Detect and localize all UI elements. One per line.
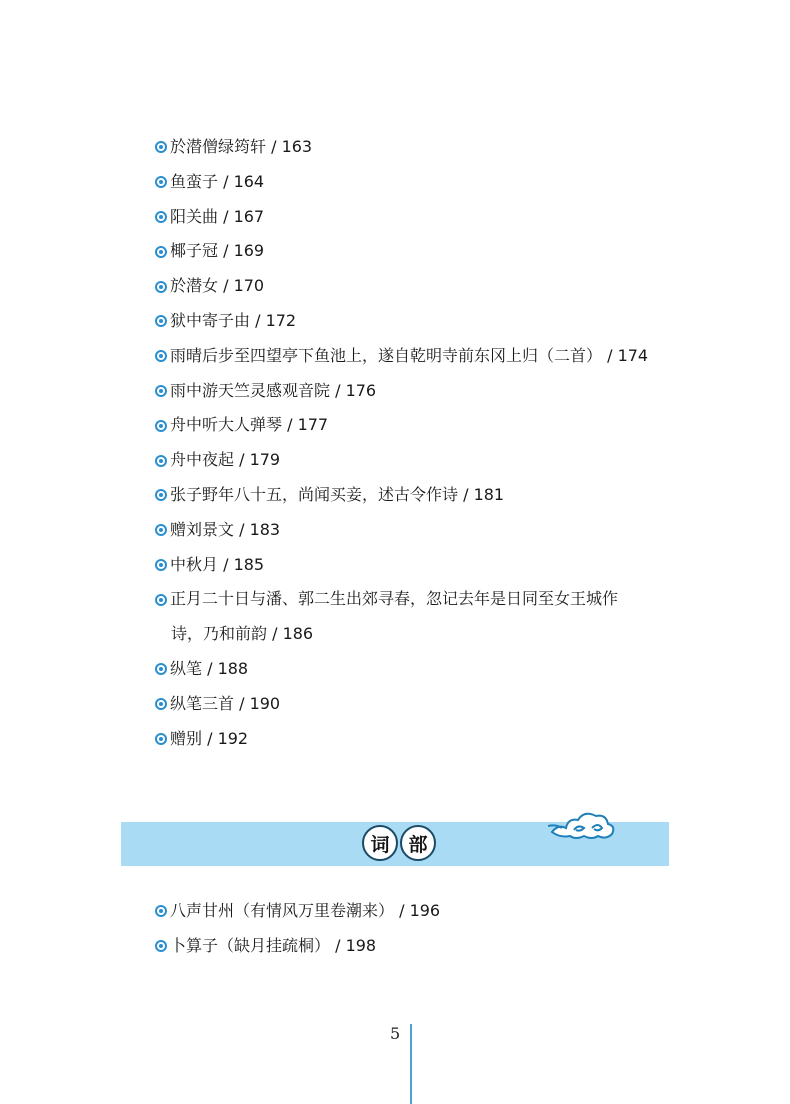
bullseye-icon: [155, 594, 167, 606]
toc-entry[interactable]: [155, 165, 675, 200]
toc-entry-title: 卜算子（缺月挂疏桐） / 198: [170, 935, 377, 955]
toc-entry-title: 舟中夜起 / 179: [170, 450, 281, 470]
page-number: 5: [390, 1024, 401, 1043]
toc-entry-title: 於潜僧绿筠轩 / 163: [170, 137, 313, 156]
toc-list-ci: [155, 894, 675, 964]
toc-entry[interactable]: [155, 687, 675, 722]
page-divider-line: [410, 1024, 412, 1104]
toc-entry[interactable]: [155, 304, 675, 339]
toc-entry[interactable]: [155, 130, 675, 165]
toc-entry[interactable]: [155, 234, 675, 269]
bullseye-icon: [155, 663, 167, 675]
toc-entry[interactable]: [155, 894, 675, 929]
toc-entry[interactable]: [155, 548, 675, 583]
toc-entry[interactable]: [155, 722, 675, 757]
toc-entry[interactable]: [155, 513, 675, 548]
bullseye-icon: [155, 385, 167, 397]
bullseye-icon: [155, 246, 167, 258]
bullseye-icon: [155, 455, 167, 467]
bullseye-icon: [155, 211, 167, 223]
bullseye-icon: [155, 489, 167, 501]
bullseye-icon: [155, 559, 167, 571]
toc-entry[interactable]: [155, 443, 675, 478]
toc-entry-title: 正月二十日与潘、郭二生出郊寻春，忽记去年是日同至女王城作: [170, 589, 619, 609]
toc-entry[interactable]: [155, 408, 675, 443]
bullseye-icon: [155, 733, 167, 745]
toc-entry-title: 张子野年八十五，尚闻买妾，述古令作诗 / 181: [170, 484, 505, 504]
toc-entry-title: 中秋月 / 185: [170, 554, 265, 574]
toc-entry[interactable]: [155, 929, 675, 964]
bullseye-icon: [155, 420, 167, 432]
toc-entry-title: 雨中游天竺灵感观音院 / 176: [170, 380, 377, 400]
toc-entry-title: 舟中听大人弹琴 / 177: [170, 415, 329, 435]
toc-entry-title: 於潜女 / 170: [170, 276, 265, 296]
toc-entry-title: 赠别 / 192: [170, 728, 249, 748]
toc-entry[interactable]: [155, 478, 675, 513]
toc-entry-title: 纵笔三首 / 190: [170, 693, 281, 713]
toc-entry[interactable]: [155, 269, 675, 304]
section-title: [362, 825, 436, 865]
auspicious-cloud-icon: [548, 806, 618, 842]
bullseye-icon: [155, 315, 167, 327]
toc-entry[interactable]: [155, 339, 675, 374]
bullseye-icon: [155, 940, 167, 952]
toc-entry-title: 八声甘州（有情风万里卷潮来） / 196: [170, 901, 441, 920]
bullseye-icon: [155, 905, 167, 917]
bullseye-icon: [155, 350, 167, 362]
bullseye-icon: [155, 698, 167, 710]
section-title-char: 词: [362, 825, 398, 861]
toc-entry-continuation: 诗，乃和前韵 / 186: [171, 624, 314, 644]
toc-entry-title: 狱中寄子由 / 172: [170, 310, 297, 330]
toc-list-poems: [155, 130, 675, 756]
bullseye-icon: [155, 281, 167, 293]
toc-entry-title: 阳关曲 / 167: [170, 206, 265, 226]
toc-entry[interactable]: [155, 374, 675, 409]
toc-entry-title: 雨晴后步至四望亭下鱼池上，遂自乾明寺前东冈上归（二首） / 174: [170, 345, 649, 365]
bullseye-icon: [155, 524, 167, 536]
toc-entry[interactable]: [155, 652, 675, 687]
toc-entry-title: 纵笔 / 188: [170, 658, 249, 678]
toc-entry-title: 鱼蛮子 / 164: [170, 171, 265, 191]
bullseye-icon: [155, 141, 167, 153]
bullseye-icon: [155, 176, 167, 188]
toc-entry-title: 椰子冠 / 169: [170, 241, 265, 261]
toc-entry[interactable]: [155, 200, 675, 235]
toc-entry-title: 赠刘景文 / 183: [170, 519, 281, 539]
section-title-char: 部: [400, 825, 436, 861]
toc-entry[interactable]: [155, 582, 675, 652]
